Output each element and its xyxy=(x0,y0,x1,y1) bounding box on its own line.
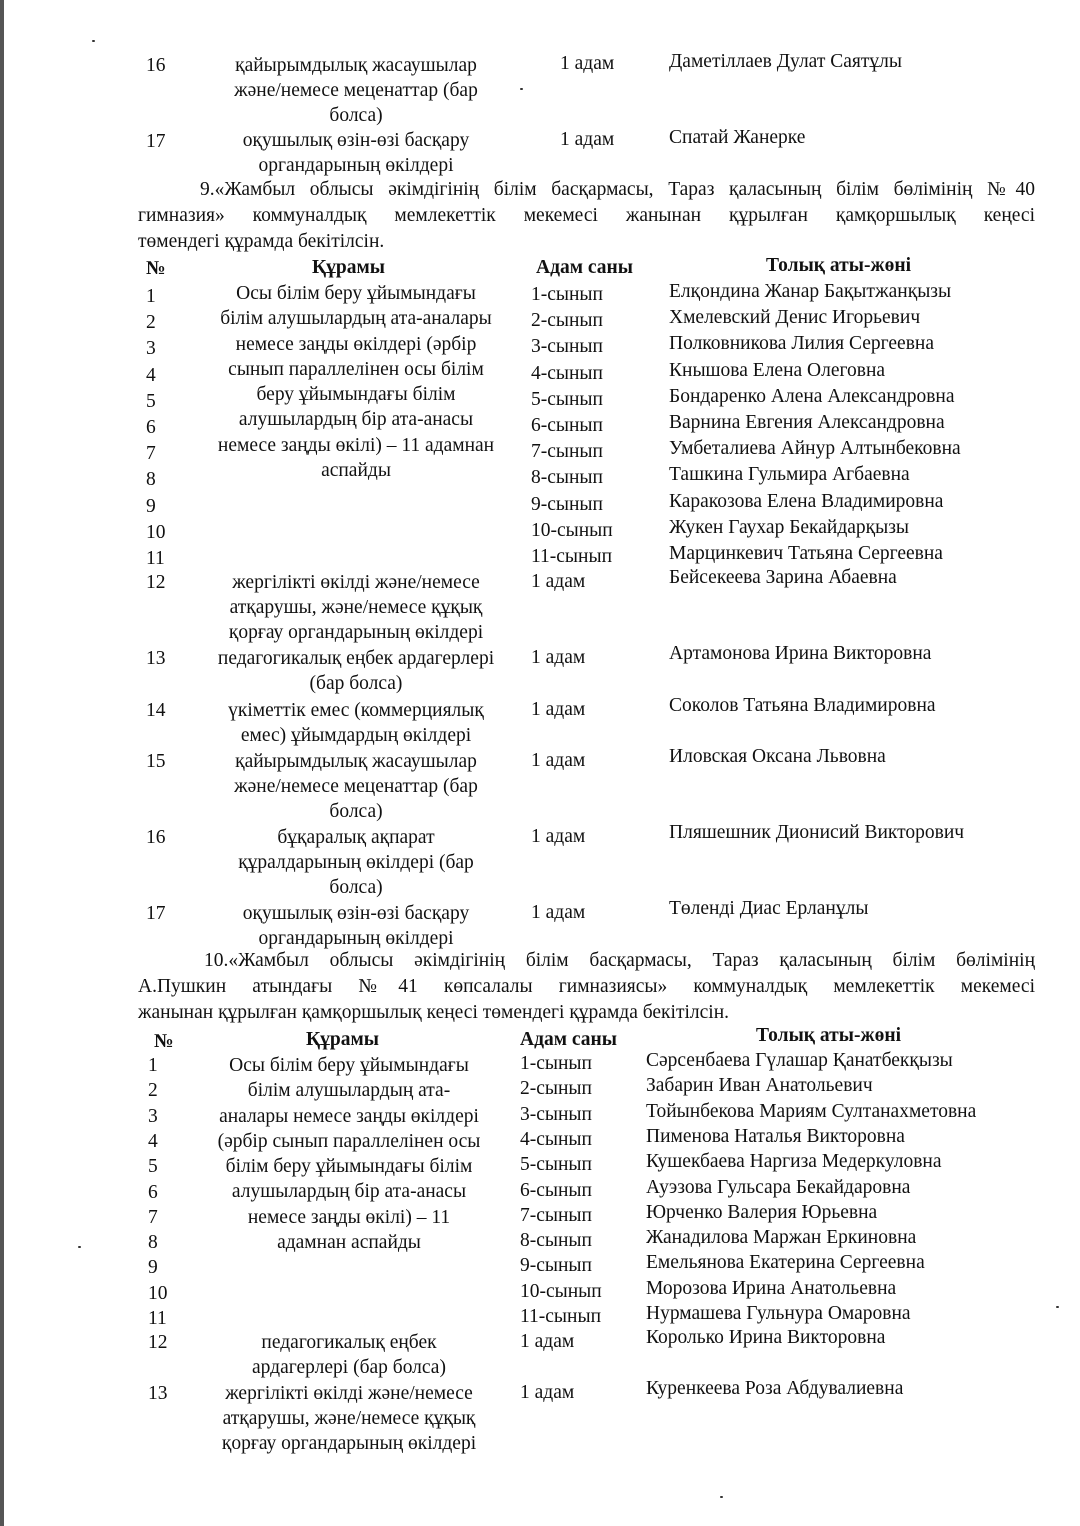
composition-line: атқарушы, және/немесе құқық xyxy=(229,597,483,618)
composition-line: қорғау органдарының өкілдері xyxy=(228,622,484,643)
count-cell: 1 адам xyxy=(560,53,615,74)
count-cell: 1 адам xyxy=(520,1331,575,1352)
row-number: 6 xyxy=(146,417,156,438)
row-number: 13 xyxy=(148,1383,168,1404)
composition-cell xyxy=(196,825,516,900)
name-cell: Варнина Евгения Александровна xyxy=(669,412,945,433)
name-cell: Морозова Ирина Анатольевна xyxy=(646,1277,897,1299)
row-number: 11 xyxy=(148,1308,167,1329)
composition-cell xyxy=(196,646,516,696)
name-cell: Пименова Наталья Викторовна xyxy=(646,1125,905,1147)
scan-speck xyxy=(78,1246,81,1248)
header-composition: Құрамы xyxy=(306,1029,379,1050)
name-cell: Иловская Оксана Львовна xyxy=(669,746,886,767)
header-name: Толық аты-жөні xyxy=(766,255,911,276)
count-cell: 9-сынып xyxy=(531,493,603,515)
header-number: № xyxy=(146,258,166,279)
row-number: 17 xyxy=(146,131,166,152)
count-cell: 7-сынып xyxy=(531,441,603,463)
composition-line: оқушылық өзін-өзі басқару xyxy=(242,903,470,924)
name-cell: Ауэзова Гульсара Бекайдаровна xyxy=(646,1176,911,1198)
row-number: 8 xyxy=(146,469,156,491)
count-cell: 1-сынып xyxy=(520,1053,592,1074)
name-cell: Соколов Татьяна Владимировна xyxy=(669,695,936,716)
row-number: 11 xyxy=(146,548,165,569)
name-cell: Кнышова Елена Олеговна xyxy=(669,359,886,381)
scan-speck xyxy=(92,40,95,42)
scan-speck xyxy=(520,88,523,90)
count-cell: 1 адам xyxy=(531,750,586,771)
count-cell: 3-сынып xyxy=(531,336,603,358)
row-number: 7 xyxy=(148,1206,158,1228)
name-cell: Каракозова Елена Владимировна xyxy=(669,490,944,512)
row-number: 14 xyxy=(146,700,166,721)
count-cell: 5-сынып xyxy=(520,1154,592,1176)
composition-cell xyxy=(196,570,516,645)
name-cell: Елқондина Жанар Бақытжанқызы xyxy=(669,281,952,302)
composition-line: жергілікті өкілді және/немесе xyxy=(225,1383,473,1404)
count-cell: 1 адам xyxy=(560,129,615,150)
composition-line: педагогикалық еңбек ардагерлері xyxy=(217,648,495,669)
name-cell: Королько Ирина Викторовна xyxy=(646,1327,886,1348)
composition-cell: оқушылық өзін-өзі басқару органдарының өкілдері xyxy=(242,130,470,176)
name-cell: Жанадилова Маржан Еркиновна xyxy=(646,1227,917,1249)
name-cell: Пляшешник Дионисий Викторович xyxy=(669,822,965,843)
name-cell: Жукен Гаухар Бекайдарқызы xyxy=(669,516,910,538)
row-number: 3 xyxy=(148,1105,158,1127)
row-number: 1 xyxy=(148,1055,158,1076)
row-number: 3 xyxy=(146,338,156,360)
row-number: 10 xyxy=(148,1282,168,1304)
count-cell: 10-сынып xyxy=(520,1280,602,1302)
row-number: 13 xyxy=(146,648,166,669)
scan-edge xyxy=(0,0,4,1526)
count-cell: 7-сынып xyxy=(520,1204,592,1226)
name-cell: Спатай Жанерке xyxy=(669,127,806,148)
composition-line: (бар болса) xyxy=(309,673,403,694)
row-number: 1 xyxy=(146,286,156,307)
row-number: 7 xyxy=(146,443,156,465)
count-cell: 1 адам xyxy=(531,699,586,720)
composition-line: органдарының өкілдері xyxy=(258,928,454,949)
name-cell: Даметіллаев Дулат Саятұлы xyxy=(669,51,902,72)
row-number: 10 xyxy=(146,521,166,543)
count-cell: 1 адам xyxy=(531,647,586,668)
row-number: 9 xyxy=(146,495,156,517)
composition-line: қайырымдылық жасаушылар xyxy=(235,751,477,772)
count-cell: 3-сынып xyxy=(520,1103,592,1125)
header-count: Адам саны xyxy=(520,1029,617,1050)
composition-line: педагогикалық еңбек xyxy=(261,1332,437,1353)
name-cell: Умбеталиева Айнур Алтынбековна xyxy=(669,438,961,460)
parents-composition-cell: Осы білім беру ұйымындағы білім алушылардың ата-аналары немесе заңды өкілдері (әрбір сынып параллелінен осы білім беру ұйымындағы білім алушылардың бір ата-анасы немесе заңды өкілі) – 11 адамнан аспайды xyxy=(217,283,495,482)
row-number: 5 xyxy=(146,390,156,412)
header-number: № xyxy=(154,1031,174,1052)
composition-line: құралдарының өкілдері (бар xyxy=(238,852,474,873)
composition-line: болса) xyxy=(329,801,383,822)
composition-cell xyxy=(196,1381,502,1456)
name-cell: Емельянова Екатерина Сергеевна xyxy=(646,1252,925,1274)
count-cell: 6-сынып xyxy=(520,1179,592,1201)
row-number: 2 xyxy=(148,1080,158,1102)
name-cell: Куренкеева Роза Абдувалиевна xyxy=(646,1378,904,1399)
count-cell: 11-сынып xyxy=(520,1306,601,1327)
section-9-paragraph: 9.«Жамбыл облысы әкімдігінің білім басқармасы, Тараз қаласының білім бөлімінің №40 гимназия» коммуналдық мемлекеттік мекемесі жанынан құрылған қамқоршылық кеңесі төмендегі құрамда бекітілсін. xyxy=(138,179,1035,252)
composition-line: болса) xyxy=(329,877,383,898)
count-cell: 1 адам xyxy=(531,826,586,847)
composition-line: ардагерлері (бар болса) xyxy=(252,1357,446,1378)
row-number: 12 xyxy=(148,1332,168,1353)
composition-cell xyxy=(196,1330,502,1380)
count-cell: 6-сынып xyxy=(531,415,603,436)
row-number: 4 xyxy=(148,1130,158,1152)
row-number: 15 xyxy=(146,751,166,772)
scan-speck xyxy=(720,1496,723,1498)
row-number: 2 xyxy=(146,312,156,334)
count-cell: 2-сынып xyxy=(531,310,603,332)
section-10-paragraph: 10.«Жамбыл облысы әкімдігінің білім басқармасы, Тараз қаласының білім бөлімінің А.Пушкин атындағы №41 көпсалалы гимназиясы» коммуналдық мемлекеттік мекемесі жанынан құрылған қамқоршылық кеңесі төмендегі құрамда бекітілсін. xyxy=(138,950,1035,1023)
composition-cell xyxy=(196,749,516,824)
parents-composition-cell: Осы білім беру ұйымындағы білім алушылардың ата- аналары немесе заңды өкілдері (әрбір сынып параллелінен осы білім беру ұйымындағы білім алушылардың бір ата-анасы немесе заңды өкілі) – 11 адамнан аспайды xyxy=(217,1055,481,1254)
row-number: 17 xyxy=(146,903,166,924)
row-number: 12 xyxy=(146,572,166,593)
row-number: 8 xyxy=(148,1232,158,1254)
composition-line: жергілікті өкілді және/немесе xyxy=(232,572,480,593)
count-cell: 8-сынып xyxy=(531,467,603,489)
name-cell: Артамонова Ирина Викторовна xyxy=(669,643,932,664)
count-cell: 1 адам xyxy=(531,902,586,923)
composition-line: атқарушы, және/немесе құқық xyxy=(222,1408,476,1429)
name-cell: Кушекбаева Наргиза Медеркуловна xyxy=(646,1151,942,1173)
composition-line: үкіметтік емес (коммерциялық xyxy=(228,700,484,721)
count-cell: 5-сынып xyxy=(531,388,603,410)
name-cell: Бейсекеева Зарина Абаевна xyxy=(669,567,897,588)
composition-line: емес) ұйымдардың өкілдері xyxy=(240,725,472,746)
count-cell: 4-сынып xyxy=(531,362,603,384)
count-cell: 9-сынып xyxy=(520,1255,592,1277)
scan-speck xyxy=(1056,1306,1059,1308)
name-cell: Полковникова Лилия Сергеевна xyxy=(669,333,935,355)
name-cell: Төленді Диас Ерланұлы xyxy=(669,898,869,919)
name-cell: Сәрсенбаева Гүлашар Қанатбекқызы xyxy=(646,1050,953,1071)
name-cell: Юрченко Валерия Юрьевна xyxy=(646,1201,878,1223)
count-cell: 11-сынып xyxy=(531,546,612,567)
header-name: Толық аты-жөні xyxy=(756,1025,901,1046)
name-cell: Хмелевский Денис Игорьевич xyxy=(669,307,921,329)
composition-cell xyxy=(196,698,516,748)
name-cell: Нурмашева Гульнура Омаровна xyxy=(646,1303,911,1324)
count-cell: 2-сынып xyxy=(520,1078,592,1100)
composition-line: бұқаралық ақпарат xyxy=(277,827,435,848)
row-number: 5 xyxy=(148,1156,158,1178)
count-cell: 1-сынып xyxy=(531,284,603,305)
name-cell: Забарин Иван Анатольевич xyxy=(646,1075,873,1097)
row-number: 16 xyxy=(146,55,166,76)
composition-line: қорғау органдарының өкілдері xyxy=(221,1433,477,1454)
header-composition: Құрамы xyxy=(312,257,385,278)
name-cell: Тойынбекова Мариям Султанахметовна xyxy=(646,1100,977,1122)
count-cell: 8-сынып xyxy=(520,1230,592,1252)
composition-cell: қайырымдылық жасаушылар және/немесе меценаттар (бар болса) xyxy=(234,55,478,126)
row-number: 16 xyxy=(146,827,166,848)
row-number: 6 xyxy=(148,1181,158,1203)
composition-cell xyxy=(196,901,516,951)
row-number: 9 xyxy=(148,1257,158,1279)
composition-line: және/немесе меценаттар (бар xyxy=(234,776,478,797)
name-cell: Ташкина Гульмира Агбаевна xyxy=(669,464,910,486)
count-cell: 1 адам xyxy=(520,1382,575,1403)
count-cell: 1 адам xyxy=(531,571,586,592)
name-cell: Марцинкевич Татьяна Сергеевна xyxy=(669,543,943,564)
row-number: 4 xyxy=(146,364,156,386)
count-cell: 10-сынып xyxy=(531,519,613,541)
name-cell: Бондаренко Алена Александровна xyxy=(669,385,955,407)
header-count: Адам саны xyxy=(536,257,633,278)
count-cell: 4-сынып xyxy=(520,1128,592,1150)
